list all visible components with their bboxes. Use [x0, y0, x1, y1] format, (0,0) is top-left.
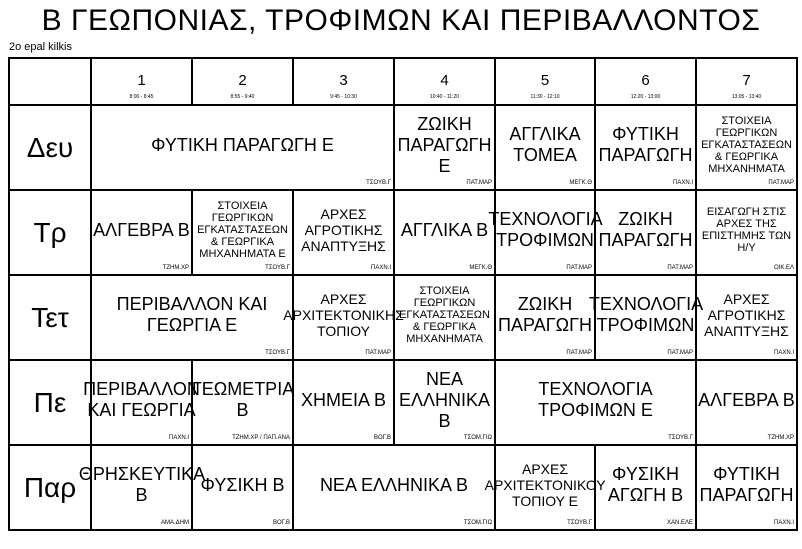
period-number: 5: [540, 72, 550, 89]
lesson-subject: ΓΕΩΜΕΤΡΙΑ Β: [191, 379, 295, 420]
period-number: 3: [339, 72, 348, 89]
lesson-subject: ΦΥΤΙΚΗ ΠΑΡΑΓΩΓΗ: [699, 464, 794, 505]
lesson-cell: [495, 360, 696, 445]
header-row: [9, 58, 797, 105]
period-number: 1: [137, 72, 146, 89]
lesson-cell: [83, 360, 200, 445]
lesson-cell: [293, 360, 394, 445]
lesson-teacher: ΠΑΤ.ΜΑΡ: [667, 265, 693, 271]
lesson-subject: ΣΤΟΙΧΕΙΑ ΓΕΩΡΓΙΚΩΝ ΕΓΚΑΤΑΣΤΑΣΕΩΝ & ΓΕΩΡΓΙΚΑ ΜΗΧΑΝΗΜΑΤΑ Ε: [197, 200, 288, 260]
lesson-subject: ΦΥΣΙΚΗ ΑΓΩΓΗ Β: [607, 464, 684, 505]
day-row: [9, 275, 797, 360]
lesson-subject: ΖΩΙΚΗ ΠΑΡΑΓΩΓΗ Ε: [397, 113, 492, 176]
period-header: [595, 58, 696, 105]
lesson-subject: ΘΡΗΣΚΕΥΤΙΚΑ Β: [78, 464, 206, 505]
lesson-teacher: ΠΑΤ.ΜΑΡ: [466, 180, 492, 186]
lesson-subject: ΤΕΧΝΟΛΟΓΙΑ ΤΡΟΦΙΜΩΝ Ε: [538, 379, 653, 420]
lesson-teacher: ΠΑΧΝ.Ι: [370, 265, 391, 271]
lesson-teacher: ΜΕΓΚ.Θ: [569, 180, 592, 186]
lesson-subject: ΠΕΡΙΒΑΛΛΟΝ ΚΑΙ ΓΕΩΡΓΙΑ Ε: [116, 294, 268, 335]
lesson-subject: ΤΕΧΝΟΛΟΓΙΑ ΤΡΟΦΙΜΩΝ: [588, 294, 704, 335]
lesson-cell: [192, 445, 293, 530]
lesson-cell: [91, 105, 394, 190]
lesson-teacher: ΤΖΗΜ.ΧΡ: [162, 265, 189, 271]
lesson-cell: [78, 445, 206, 530]
lesson-cell: [394, 190, 495, 275]
lesson-subject: ΣΤΟΙΧΕΙΑ ΓΕΩΡΓΙΚΩΝ ΕΓΚΑΤΑΣΤΑΣΕΩΝ & ΓΕΩΡΓΙΚΑ ΜΗΧΑΝΗΜΑΤΑ: [701, 115, 792, 175]
day-row: [9, 445, 797, 530]
lesson-cell: [495, 275, 595, 360]
lesson-teacher: ΤΣΟΥΒ.Γ: [567, 520, 592, 526]
lesson-cell: [696, 445, 797, 530]
period-header: [696, 58, 797, 105]
period-time: 13:05 - 13:40: [731, 94, 762, 100]
lesson-cell: [696, 105, 797, 190]
lesson-subject: ΣΤΟΙΧΕΙΑ ΓΕΩΡΓΙΚΩΝ ΕΓΚΑΤΑΣΤΑΣΕΩΝ & ΓΕΩΡΓΙΚΑ ΜΗΧΑΝΗΜΑΤΑ: [399, 285, 490, 345]
period-header: [394, 58, 495, 105]
lesson-cell: [192, 360, 293, 445]
lesson-subject: ΝΕΑ ΕΛΛΗΝΙΚΑ Β: [398, 368, 491, 431]
period-header: [293, 58, 394, 105]
period-time: 10:40 - 11:20: [429, 94, 460, 100]
period-header: [495, 58, 595, 105]
lesson-teacher: ΤΣΟΜ.ΓΙΩ: [463, 520, 492, 526]
lesson-teacher: ΟΙΚ.ΕΛ: [773, 265, 794, 271]
period-number: 7: [742, 72, 751, 89]
lesson-teacher: ΤΖΗΜ.ΧΡ / ΠΑΠ.ΑΝΑ: [232, 435, 290, 441]
day-label: Τετ: [9, 275, 91, 360]
timetable: [8, 57, 798, 531]
lesson-subject: ΑΛΓΕΒΡΑ Β: [698, 389, 795, 410]
period-time: 9:45 - 10:30: [330, 94, 357, 100]
page-title: Β ΓΕΩΠΟΝΙΑΣ, ΤΡΟΦΙΜΩΝ ΚΑΙ ΠΕΡΙΒΑΛΛΟΝΤΟΣ: [41, 4, 761, 37]
lesson-cell: [595, 445, 696, 530]
lesson-teacher: ΤΣΟΥΒ.Γ: [265, 265, 290, 271]
lesson-teacher: ΠΑΧΝ.Ι: [773, 350, 794, 356]
lesson-subject: ΦΥΤΙΚΗ ΠΑΡΑΓΩΓΗ Ε: [151, 134, 334, 155]
lesson-teacher: ΠΑΤ.ΜΑΡ: [667, 350, 693, 356]
lesson-cell: [595, 105, 696, 190]
lesson-subject: ΧΗΜΕΙΑ Β: [300, 389, 387, 410]
lesson-subject: ΦΥΣΙΚΗ Β: [200, 474, 285, 495]
lesson-subject: ΠΕΡΙΒΑΛΛΟΝ ΚΑΙ ΓΕΩΡΓΙΑ: [83, 379, 200, 420]
lesson-cell: [91, 275, 293, 360]
day-label: Πε: [9, 360, 91, 445]
school-name: 2o epal kilkis: [9, 41, 72, 53]
lesson-subject: ΑΡΧΕΣ ΑΓΡΟΤΙΚΗΣ ΑΝΑΠΤΥΞΗΣ: [301, 206, 386, 254]
lesson-cell: [293, 445, 495, 530]
lesson-subject: ΑΓΓΛΙΚΑ ΤΟΜΕΑ: [509, 124, 581, 165]
period-number: 4: [440, 72, 449, 89]
lesson-teacher: ΤΣΟΥΒ.Γ: [366, 180, 391, 186]
lesson-cell: [394, 360, 495, 445]
lesson-teacher: ΤΣΟΥΒ.Γ: [668, 435, 693, 441]
lesson-teacher: ΠΑΧΝ.Ι: [773, 520, 794, 526]
day-row: [9, 360, 797, 445]
lesson-subject: ΑΡΧΕΣ ΑΡΧΙΤΕΚΤΟΝΙΚΗΣ ΤΟΠΙΟΥ: [283, 291, 404, 339]
period-time: 11:30 - 12:10: [530, 94, 560, 100]
period-number: 6: [641, 72, 650, 89]
lesson-subject: ΦΥΤΙΚΗ ΠΑΡΑΓΩΓΗ: [598, 124, 693, 165]
lesson-cell: [293, 190, 394, 275]
day-label: Δευ: [9, 105, 91, 190]
period-number: 2: [238, 72, 247, 89]
period-time: 12:20 - 13:00: [630, 94, 661, 100]
lesson-subject: ΖΩΙΚΗ ΠΑΡΑΓΩΓΗ: [498, 294, 592, 335]
lesson-teacher: ΠΑΤ.ΜΑΡ: [365, 350, 391, 356]
lesson-cell: [595, 190, 696, 275]
lesson-teacher: ΜΕΓΚ.Θ: [469, 265, 492, 271]
lesson-teacher: ΒΟΓ.Β: [374, 435, 391, 441]
lesson-teacher: ΠΑΧΝ.Ι: [168, 435, 189, 441]
lesson-cell: [488, 190, 603, 275]
lesson-cell: [283, 275, 404, 360]
lesson-teacher: ΧΑΝ.ΕΛΕ: [666, 520, 693, 526]
lesson-teacher: ΠΑΧΝ.Ι: [672, 180, 693, 186]
lesson-cell: [192, 190, 293, 275]
lesson-teacher: ΤΣΟΜ.ΓΙΩ: [463, 435, 492, 441]
lesson-subject: ΑΛΓΕΒΡΑ Β: [93, 219, 190, 240]
lesson-cell: [696, 190, 797, 275]
lesson-cell: [91, 190, 192, 275]
period-time: 8:55 - 9:40: [230, 94, 255, 100]
lesson-cell: [696, 360, 797, 445]
lesson-teacher: ΒΟΓ.Β: [273, 520, 290, 526]
day-row: [9, 105, 797, 190]
period-time: 8:00 - 8:45: [129, 94, 154, 100]
lesson-teacher: ΤΖΗΜ.ΧΡ: [767, 435, 794, 441]
lesson-teacher: ΠΑΤ.ΜΑΡ: [566, 350, 592, 356]
lesson-teacher: ΑΜΑ.ΔΗΜ: [160, 520, 189, 526]
period-header: [192, 58, 293, 105]
lesson-teacher: ΤΣΟΥΒ.Γ: [265, 350, 290, 356]
lesson-cell: [394, 275, 495, 360]
period-header: [91, 58, 192, 105]
lesson-subject: ΑΡΧΕΣ ΑΡΧΙΤΕΚΤΟΝΙΚΟΥ ΤΟΠΙΟΥ Ε: [484, 461, 606, 509]
lesson-teacher: ΠΑΤ.ΜΑΡ: [768, 180, 794, 186]
day-label: Τρ: [9, 190, 91, 275]
day-label: Παρ: [9, 445, 91, 530]
corner-cell: [9, 58, 91, 105]
lesson-cell: [394, 105, 495, 190]
lesson-cell: [495, 105, 595, 190]
lesson-subject: ΤΕΧΝΟΛΟΓΙΑ ΤΡΟΦΙΜΩΝ: [488, 209, 603, 250]
lesson-subject: ΝΕΑ ΕΛΛΗΝΙΚΑ Β: [319, 474, 469, 495]
lesson-cell: [588, 275, 704, 360]
day-row: [9, 190, 797, 275]
lesson-cell: [484, 445, 606, 530]
lesson-cell: [696, 275, 797, 360]
lesson-subject: ΕΙΣΑΓΩΓΗ ΣΤΙΣ ΑΡΧΕΣ ΤΗΣ ΕΠΙΣΤΗΜΗΣ ΤΩΝ Η/Υ: [701, 206, 792, 254]
lesson-subject: ΖΩΙΚΗ ΠΑΡΑΓΩΓΗ: [598, 209, 693, 250]
lesson-subject: ΑΓΓΛΙΚΑ Β: [400, 219, 489, 240]
lesson-teacher: ΠΑΤ.ΜΑΡ: [566, 265, 592, 271]
lesson-subject: ΑΡΧΕΣ ΑΓΡΟΤΙΚΗΣ ΑΝΑΠΤΥΞΗΣ: [704, 291, 789, 339]
